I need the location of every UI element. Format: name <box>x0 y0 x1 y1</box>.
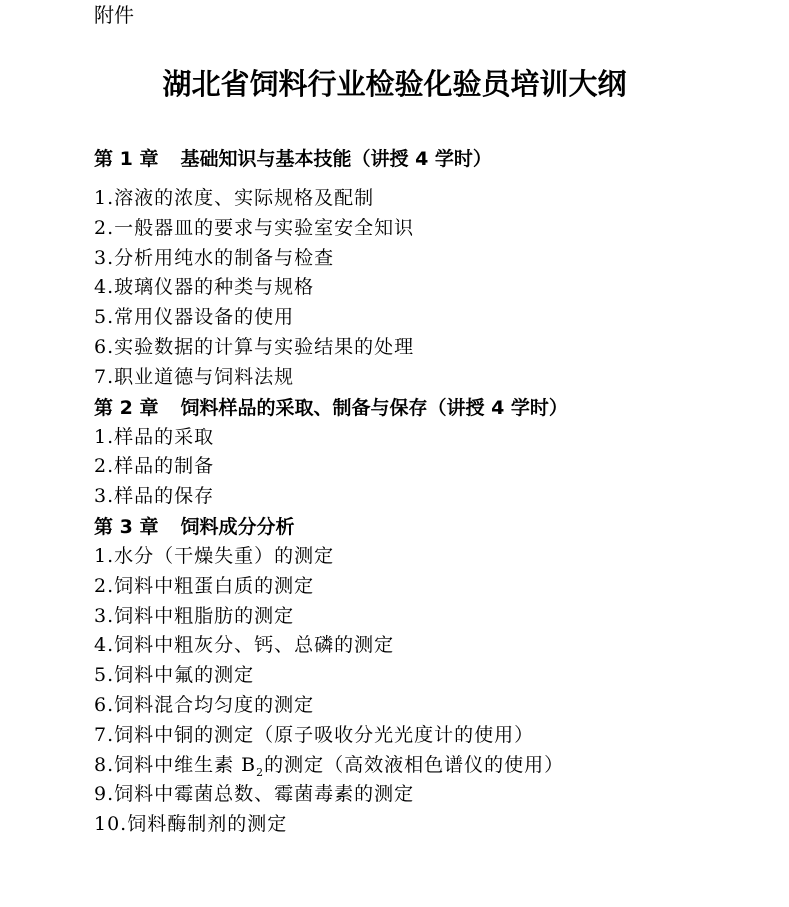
list-item: 4.玻璃仪器的种类与规格 <box>94 276 315 299</box>
list-item: 3.样品的保存 <box>94 485 215 508</box>
attachment-label: 附件 <box>94 3 134 27</box>
list-item-vitamin-b2 <box>94 751 774 781</box>
list-item-suffix: 的测定（高效液相色谱仪的使用） <box>264 753 565 776</box>
chapter-title: 饲料成分分析 <box>180 515 295 538</box>
list-item: 3.分析用纯水的制备与检查 <box>94 246 335 269</box>
document-title: 湖北省饲料行业检验化验员培训大纲 <box>162 67 627 101</box>
list-item-text: 8.饲料中维生素 B <box>94 753 257 776</box>
list-item: 3.饲料中粗脂肪的测定 <box>94 604 295 627</box>
list-item: 9.饲料中霉菌总数、霉菌毒素的测定 <box>94 783 415 806</box>
list-item: 2.饲料中粗蛋白质的测定 <box>94 574 315 597</box>
chapter-number: 第 2 章 <box>94 396 159 419</box>
list-item: 1.样品的采取 <box>94 425 215 448</box>
list-item: 10.饲料酶制剂的测定 <box>94 813 288 836</box>
list-item: 4.饲料中粗灰分、钙、总磷的测定 <box>94 634 395 657</box>
chapter-number: 第 1 章 <box>94 148 159 170</box>
list-item: 6.饲料混合均匀度的测定 <box>94 693 315 716</box>
list-item: 7.饲料中铜的测定（原子吸收分光光度计的使用） <box>94 723 535 746</box>
chapter-title: 基础知识与基本技能（讲授 4 学时） <box>180 148 492 170</box>
chapter-title: 饲料样品的采取、制备与保存（讲授 4 学时） <box>180 396 568 419</box>
chapter-number: 第 3 章 <box>94 515 159 538</box>
chapter-2-heading <box>94 393 774 423</box>
list-item: 2.样品的制备 <box>94 455 215 478</box>
list-item: 5.常用仪器设备的使用 <box>94 306 295 329</box>
syllabus-content <box>94 144 774 840</box>
list-item: 1.溶液的浓度、实际规格及配制 <box>94 187 375 209</box>
subscript: 2 <box>256 765 265 779</box>
chapter-1-heading <box>94 144 774 174</box>
list-item: 7.职业道德与饲料法规 <box>94 365 295 388</box>
list-item: 1.水分（干燥失重）的测定 <box>94 544 335 567</box>
chapter-3-heading <box>94 512 774 542</box>
list-item: 2.一般器皿的要求与实验室安全知识 <box>94 216 415 239</box>
list-item: 5.饲料中氟的测定 <box>94 664 255 687</box>
list-item: 6.实验数据的计算与实验结果的处理 <box>94 335 415 358</box>
